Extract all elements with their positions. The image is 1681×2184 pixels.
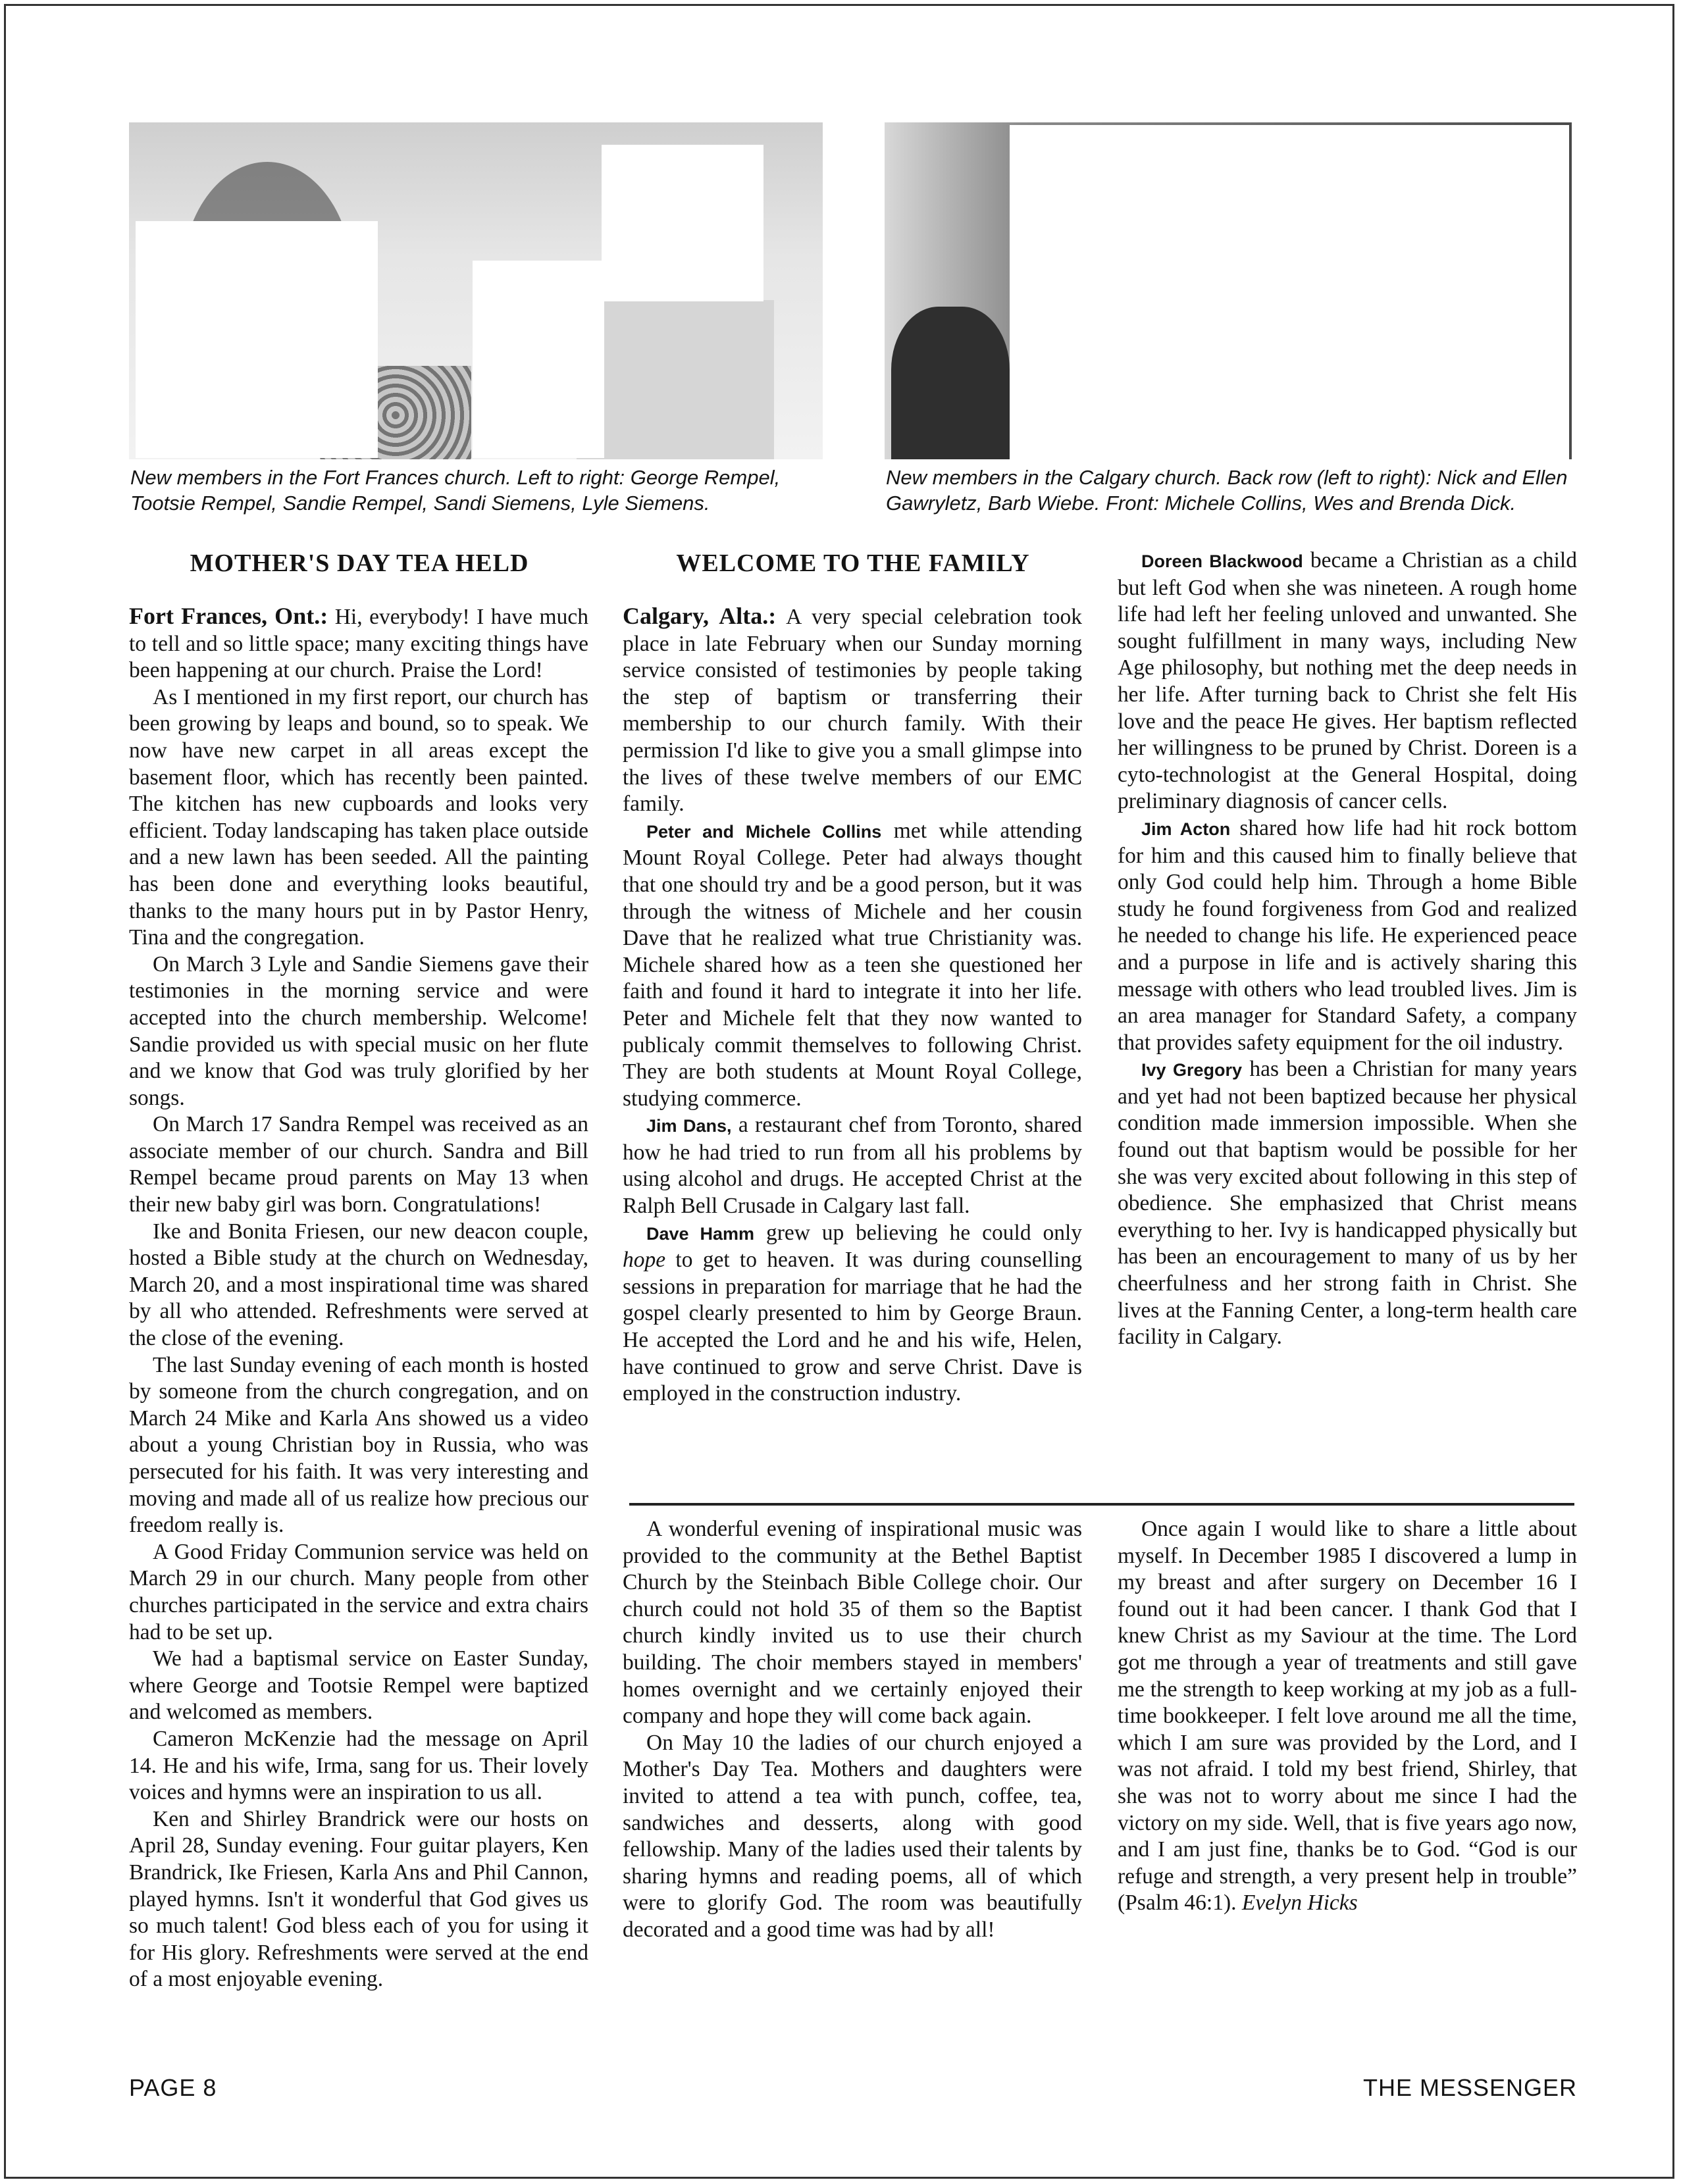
dateline: Calgary, Alta.:	[623, 603, 777, 629]
article1-paragraph: The last Sunday evening of each month is hosted by someone from the church congregation, and on March 24 Mike and Karla Ans showed us a video about a young Christian boy in Russia, who was persecuted for his faith. It was very interesting and moving and made all of us realize how precious our freedom really is.	[129, 1352, 588, 1538]
article1-column-3-continued	[1118, 1516, 1577, 1917]
photo-fort-frances-members	[129, 122, 823, 459]
article2-column-2	[623, 603, 1082, 1408]
photo-caption-right: New members in the Calgary church. Back row (left to right): Nick and Ellen Gawryletz, Barb Wiebe. Front: Michele Collins, Wes and Brenda Dick.	[886, 466, 1568, 515]
article1-paragraph: As I mentioned in my first report, our church has been growing by leaps and bound, so to speak. We now have new carpet in all areas except the basement floor, which has recently been painted. The kitchen has new cupboards and looks very efficient. Today landscaping has taken place outside and a new lawn has been seeded. All the painting has been done and everything looks beautiful, thanks to the many hours put in by Pastor Henry, Tina and the congregation.	[129, 684, 588, 950]
section-divider	[629, 1503, 1574, 1506]
article2-paragraph: Peter and Michele Collins met while attending Mount Royal College. Peter had always thought that one should try and be a good person, but it was through the witness of Michele and her cousin Dave that he realized what true Christianity was. Michele shared how as a teen she questioned her faith and found it hard to integrate it into her life. Peter and Michele felt that they now wanted to publicaly commit themselves to following Christ. They are both students at Mount Royal College, studying commerce.	[623, 818, 1082, 1111]
article1-paragraph: A wonderful evening of inspirational music was provided to the community at the Bethel Baptist Church by the Steinbach Bible College choir. Our church could not hold 35 of them so the Baptist church kindly invited us to use their church building. The choir members stayed in members' homes overnight and we certainly enjoyed their company and hope they will come back again.	[623, 1517, 1082, 1729]
article1-paragraph: Ken and Shirley Brandrick were our hosts on April 28, Sunday evening. Four guitar players, Ken Brandrick, Ike Friesen, Karla Ans and Phil Cannon, played hymns. Isn't it wonderful that God gives us so much talent! God bless each of you for using it for His glory. Refreshments were served at the end of a most enjoyable evening.	[129, 1806, 588, 1992]
member-name: Jim Acton	[1141, 819, 1231, 839]
article1-paragraph: On May 10 the ladies of our church enjoyed a Mother's Day Tea. Mothers and daughters were invited to attend a tea with punch, coffee, tea, sandwiches and desserts, along with good fellowship. Many of the ladies used their talents by sharing hymns and reading poems, all of which were to glorify God. The room was beautifully decorated and a good time was had by all!	[623, 1730, 1082, 1942]
article2-paragraph: Doreen Blackwood became a Christian as a child but left God when she was nineteen. A rough home life had left her feeling unloved and unwanted. She sought fulfillment in many ways, including New Age philosophy, but nothing met the deep needs in her life. After turning back to Christ she felt His love and the peace He gives. Her baptism reflected her willingness to be pruned by Christ. Doreen is a cyto-technologist at the General Hospital, doing preliminary diagnosis of cancer cells.	[1118, 548, 1577, 814]
publication-name: THE MESSENGER	[1362, 2074, 1577, 2101]
dateline: Fort Frances, Ont.:	[129, 603, 328, 629]
headline-mothers-day-tea: MOTHER'S DAY TEA HELD	[190, 549, 529, 577]
article2-paragraph: Jim Dans, a restaurant chef from Toronto, shared how he had tried to run from all his problems by using alcohol and drugs. He accepted Christ at the Ralph Bell Crusade in Calgary last fall.	[623, 1113, 1082, 1219]
article2-column-3	[1118, 547, 1577, 1351]
article1-column-1	[129, 603, 588, 1993]
article1-paragraph: Cameron McKenzie had the message on April 14. He and his wife, Irma, sang for us. Their lovely voices and hymns were an inspiration to us all.	[129, 1726, 588, 1805]
article1-paragraph: We had a baptismal service on Easter Sunday, where George and Tootsie Rempel were baptized and welcomed as members.	[129, 1646, 588, 1725]
byline: Evelyn Hicks	[1241, 1891, 1358, 1916]
photo-caption-left: New members in the Fort Frances church. Left to right: George Rempel, Tootsie Rempel, Sandie Rempel, Sandi Siemens, Lyle Siemens.	[130, 466, 781, 515]
member-name: Ivy Gregory	[1141, 1060, 1243, 1080]
article1-column-2-continued	[623, 1516, 1082, 1944]
article1-paragraph: Fort Frances, Ont.: Hi, everybody! I have much to tell and so little space; many exciting things have been happening at our church. Praise the Lord!	[129, 603, 588, 683]
article1-paragraph: Once again I would like to share a little about myself. In December 1985 I discovered a lump in my breast and after surgery on December 16 I found out it had been cancer. I thank God that I knew Christ as my Saviour at the time. The Lord got me through a year of treatments and still gave me the strength to keep working at my job as a full-time bookkeeper. I felt love around me all the time, which I am sure was provided by the Lord, and I was not afraid. I told my best friend, Shirley, that she was not to worry about me since I had the victory on my side. Well, that is five years ago now, and I am just fine, thanks be to God. “God is our refuge and strength, a very present help in trouble” (Psalm 46:1). Evelyn Hicks	[1118, 1517, 1577, 1916]
page-number: PAGE 8	[129, 2074, 217, 2101]
article2-paragraph: Ivy Gregory has been a Christian for many years and yet had not been baptized because her physical condition made immersion impossible. When she found out that baptism would be possible for her she was very excited about following in this step of obedience. She emphasized that Christ means everything to her. Ivy is handicapped physically but has been an encouragement to many of us by her cheerfulness and her strong faith in Christ. She lives at the Fanning Center, a long-term health care facility in Calgary.	[1118, 1057, 1577, 1350]
photo-calgary-members	[885, 122, 1572, 459]
member-name: Jim Dans,	[646, 1116, 732, 1136]
headline-welcome-to-family: WELCOME TO THE FAMILY	[676, 549, 1030, 577]
article2-paragraph: Calgary, Alta.: A very special celebration took place in late February when our Sunday morning service consisted of testimonies by people taking the step of baptism or transferring their membership to our church family. With their permission I'd like to give you a small glimpse into the lives of these twelve members of our EMC family.	[623, 603, 1083, 817]
member-name: Peter and Michele Collins	[646, 821, 882, 842]
article1-paragraph: A Good Friday Communion service was held on March 29 in our church. Many people from other churches participated in the service and extra chairs had to be set up.	[129, 1539, 588, 1644]
article2-paragraph: Jim Acton shared how life had hit rock bottom for him and this caused him to finally believe that only God could help him. Through a home Bible study he found forgiveness from God and realized he needed to change his life. He experienced peace and a purpose in life and is actively sharing this message with others who lead troubled lives. Jim is an area manager for Standard Safety, a company that provides safety equipment for the oil industry.	[1118, 815, 1578, 1055]
member-name: Dave Hamm	[646, 1223, 755, 1244]
article2-paragraph: Dave Hamm grew up believing he could only hope to get to heaven. It was during counselling sessions in preparation for marriage that he had the gospel clearly presented to him by George Braun. He accepted the Lord and he and his wife, Helen, have continued to grow and serve Christ. Dave is employed in the construction industry.	[623, 1220, 1083, 1406]
article1-paragraph: Ike and Bonita Friesen, our new deacon couple, hosted a Bible study at the church on Wednesday, March 20, and a most inspirational time was shared by all who attended. Refreshments were served at the close of the evening.	[129, 1219, 588, 1351]
article1-paragraph: On March 3 Lyle and Sandie Siemens gave their testimonies in the morning service and were accepted into the church membership. Welcome! Sandie provided us with special music on her flute and we know that God was truly glorified by her songs.	[129, 952, 588, 1110]
article1-paragraph: On March 17 Sandra Rempel was received as an associate member of our church. Sandra and Bill Rempel became proud parents on May 13 when their new baby girl was born. Congratulations!	[129, 1112, 588, 1217]
member-name: Doreen Blackwood	[1141, 551, 1303, 571]
